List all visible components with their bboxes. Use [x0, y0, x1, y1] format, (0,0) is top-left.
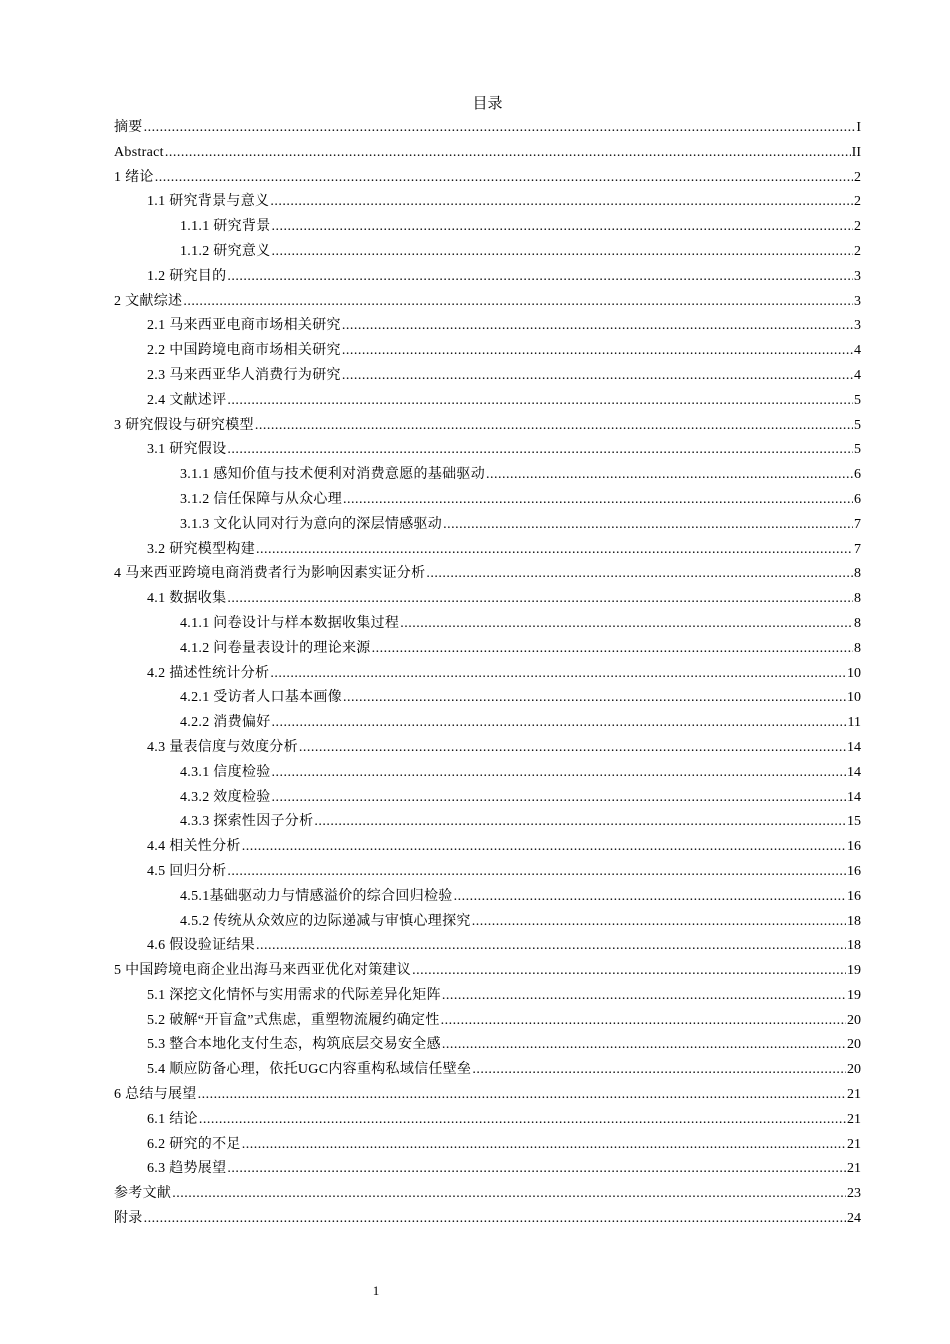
- toc-entry-chapter-6[interactable]: [114, 1083, 861, 1108]
- toc-entry-text: 5.3 整合本地化支付生态，构筑底层交易安全感: [147, 1037, 441, 1053]
- toc-entry-text: Abstract: [114, 144, 164, 160]
- toc-entry-text: 2.4 文献述评: [147, 392, 227, 408]
- toc-entry-section-2-1[interactable]: [114, 314, 861, 339]
- toc-entry-text: 1.1 研究背景与意义: [147, 194, 270, 210]
- toc-entry-section-4-3-3[interactable]: [114, 810, 861, 835]
- toc-entry-text: 附录: [114, 1211, 143, 1227]
- toc-leader: [227, 860, 846, 885]
- toc-entry-text: 4.3.1 信度检验: [180, 764, 271, 780]
- toc-entry-section-1-1-1[interactable]: [114, 215, 861, 240]
- toc-entry-page: 5: [854, 417, 861, 433]
- toc-entry-page: 6: [854, 467, 861, 483]
- toc-entry-text: 1.1.1 研究背景: [180, 219, 271, 235]
- toc-entry-text: 摘要: [114, 120, 143, 135]
- toc-entry-section-3-1-3[interactable]: [114, 513, 861, 538]
- toc-entry-section-4-2-2[interactable]: [114, 711, 861, 736]
- toc-entry-chapter-3[interactable]: [114, 414, 861, 439]
- toc-leader: [454, 885, 846, 910]
- toc-leader: [343, 686, 846, 711]
- toc-entry-abstract-en[interactable]: [114, 141, 861, 166]
- toc-leader: [314, 810, 846, 835]
- toc-entry-page: 3: [854, 268, 861, 284]
- toc-leader: [342, 339, 853, 364]
- toc-leader: [256, 538, 853, 563]
- toc-leader: [172, 1182, 846, 1207]
- toc-entry-text: 4 马来西亚跨境电商消费者行为影响因素实证分析: [114, 566, 426, 582]
- toc-entry-page: 10: [847, 690, 861, 706]
- toc-entry-text: 4.1 数据收集: [147, 591, 227, 607]
- toc-entry-chapter-5[interactable]: [114, 959, 861, 984]
- toc-entry-section-4-3-2[interactable]: [114, 786, 861, 811]
- toc-leader: [256, 934, 846, 959]
- toc-leader: [412, 959, 846, 984]
- toc-entry-text: 6.1 结论: [147, 1111, 198, 1127]
- toc-entry-text: 4.2 描述性统计分析: [147, 665, 270, 681]
- toc-entry-section-6-2[interactable]: [114, 1133, 861, 1158]
- toc-entry-page: 4: [854, 343, 861, 359]
- toc-entry-page: 2: [854, 219, 861, 235]
- toc-leader: [227, 265, 853, 290]
- toc-entry-section-5-1[interactable]: [114, 984, 861, 1009]
- toc-entry-text: 2.3 马来西亚华人消费行为研究: [147, 367, 341, 383]
- toc-entry-abstract-cn[interactable]: [114, 116, 861, 141]
- toc-leader: [272, 761, 847, 786]
- toc-leader: [342, 364, 853, 389]
- toc-leader: [486, 463, 853, 488]
- toc-entry-text: 1.2 研究目的: [147, 268, 227, 284]
- toc-entry-page: II: [851, 144, 861, 160]
- toc-entry-page: 5: [854, 442, 861, 458]
- toc-entry-text: 2 文献综述: [114, 293, 183, 309]
- toc-leader: [242, 835, 846, 860]
- toc-entry-text: 1 绪论: [114, 169, 154, 185]
- toc-entry-page: 7: [854, 516, 861, 532]
- toc-entry-text: 3 研究假设与研究模型: [114, 417, 254, 433]
- toc-leader: [272, 240, 854, 265]
- toc-entry-text: 参考文献: [114, 1186, 172, 1202]
- toc-entry-page: 20: [847, 1037, 861, 1053]
- toc-entry-text: 5.4 顺应防备心理，依托UGC内容重构私域信任壁垒: [147, 1062, 472, 1078]
- toc-leader: [426, 562, 853, 587]
- toc-leader: [144, 1207, 846, 1232]
- toc-entry-page: 8: [854, 566, 861, 582]
- toc-entry-text: 3.2 研究模型构建: [147, 541, 255, 557]
- toc-leader: [242, 1133, 846, 1158]
- toc-entry-section-5-2[interactable]: [114, 1009, 861, 1034]
- toc-entry-chapter-2[interactable]: [114, 290, 861, 315]
- toc-leader: [227, 1157, 846, 1182]
- toc-leader: [198, 1083, 846, 1108]
- toc-entry-text: 4.5.2 传统从众效应的边际递减与审慎心理探究: [180, 913, 471, 929]
- toc-entry-section-1-1-2[interactable]: [114, 240, 861, 265]
- toc-entry-section-4-3-1[interactable]: [114, 761, 861, 786]
- toc-entry-page: 4: [854, 367, 861, 383]
- toc-entry-section-3-2[interactable]: [114, 538, 861, 563]
- toc-leader: [270, 190, 853, 215]
- toc-entry-page: 5: [854, 392, 861, 408]
- toc-entry-page: 15: [847, 814, 861, 830]
- toc-entry-page: 24: [847, 1211, 861, 1227]
- toc-entry-text: 3.1 研究假设: [147, 442, 227, 458]
- toc-entry-section-6-1[interactable]: [114, 1108, 861, 1133]
- toc-entry-page: 21: [847, 1161, 861, 1177]
- toc-leader: [400, 612, 853, 637]
- toc-leader: [472, 1058, 846, 1083]
- toc-entry-section-1-1[interactable]: [114, 190, 861, 215]
- toc-entry-section-4-2-1[interactable]: [114, 686, 861, 711]
- toc-entry-page: 10: [847, 665, 861, 681]
- toc-entry-text: 2.2 中国跨境电商市场相关研究: [147, 343, 341, 359]
- toc-leader: [442, 984, 846, 1009]
- toc-entry-text: 6.3 趋势展望: [147, 1161, 227, 1177]
- toc-entry-section-4-5-2[interactable]: [114, 910, 861, 935]
- toc-entry-section-5-3[interactable]: [114, 1033, 861, 1058]
- table-of-contents: [114, 116, 861, 1232]
- toc-entry-chapter-1[interactable]: [114, 166, 861, 191]
- toc-entry-section-1-2[interactable]: [114, 265, 861, 290]
- toc-entry-text: 3.1.2 信任保障与从众心理: [180, 491, 342, 507]
- toc-leader: [272, 215, 854, 240]
- toc-entry-section-4-1-2[interactable]: [114, 637, 861, 662]
- toc-entry-page: 16: [847, 863, 861, 879]
- toc-entry-page: 19: [847, 987, 861, 1003]
- toc-leader: [183, 290, 853, 315]
- toc-entry-text: 3.1.1 感知价值与技术便利对消费意愿的基础驱动: [180, 467, 485, 483]
- toc-leader: [299, 736, 846, 761]
- toc-entry-text: 4.6 假设验证结果: [147, 938, 255, 954]
- toc-entry-page: 21: [847, 1087, 861, 1103]
- toc-entry-text: 5 中国跨境电商企业出海马来西亚优化对策建议: [114, 963, 412, 979]
- toc-entry-page: 16: [847, 839, 861, 855]
- toc-entry-text: 5.1 深挖文化情怀与实用需求的代际差异化矩阵: [147, 987, 441, 1003]
- toc-entry-section-4-3[interactable]: [114, 736, 861, 761]
- toc-entry-text: 4.3.3 探索性因子分析: [180, 814, 314, 830]
- toc-leader: [272, 711, 847, 736]
- toc-entry-section-4-2[interactable]: [114, 662, 861, 687]
- toc-entry-text: 1.1.2 研究意义: [180, 243, 271, 259]
- toc-leader: [472, 910, 846, 935]
- toc-entry-section-3-1[interactable]: [114, 438, 861, 463]
- toc-entry-text: 4.5.1基础驱动力与情感溢价的综合回归检验: [180, 888, 453, 904]
- toc-entry-section-3-1-2[interactable]: [114, 488, 861, 513]
- toc-entry-page: 8: [854, 591, 861, 607]
- toc-entry-appendix[interactable]: [114, 1207, 861, 1232]
- toc-entry-page: 14: [847, 764, 861, 780]
- toc-entry-page: 21: [847, 1136, 861, 1152]
- toc-leader: [227, 587, 853, 612]
- toc-entry-section-4-4[interactable]: [114, 835, 861, 860]
- toc-entry-text: 4.2.1 受访者人口基本画像: [180, 690, 342, 706]
- toc-leader: [441, 1009, 846, 1034]
- toc-leader: [342, 314, 853, 339]
- toc-entry-section-4-5[interactable]: [114, 860, 861, 885]
- toc-entry-text: 4.2.2 消费偏好: [180, 715, 271, 731]
- toc-entry-text: 4.3 量表信度与效度分析: [147, 739, 298, 755]
- toc-entry-chapter-4[interactable]: [114, 562, 861, 587]
- toc-entry-text: 5.2 破解“开盲盒”式焦虑，重塑物流履约确定性: [147, 1012, 440, 1028]
- toc-entry-page: 6: [854, 491, 861, 507]
- toc-entry-page: 3: [854, 318, 861, 334]
- toc-entry-page: I: [856, 120, 861, 135]
- toc-leader: [443, 513, 853, 538]
- toc-entry-text: 3.1.3 文化认同对行为意向的深层情感驱动: [180, 516, 443, 532]
- toc-leader: [272, 786, 847, 811]
- toc-leader: [270, 662, 846, 687]
- toc-leader: [165, 141, 851, 166]
- toc-entry-section-6-3[interactable]: [114, 1157, 861, 1182]
- toc-leader: [199, 1108, 846, 1133]
- toc-entry-text: 2.1 马来西亚电商市场相关研究: [147, 318, 341, 334]
- toc-entry-section-2-2[interactable]: [114, 339, 861, 364]
- toc-entry-section-4-1-1[interactable]: [114, 612, 861, 637]
- toc-entry-page: 11: [847, 715, 861, 731]
- toc-entry-text: 4.1.1 问卷设计与样本数据收集过程: [180, 615, 400, 631]
- toc-entry-page: 23: [847, 1186, 861, 1202]
- footer-page-number: 1: [372, 1283, 380, 1298]
- toc-entry-section-4-6[interactable]: [114, 934, 861, 959]
- toc-entry-page: 2: [854, 194, 861, 210]
- toc-entry-page: 18: [847, 938, 861, 954]
- toc-entry-page: 16: [847, 888, 861, 904]
- toc-entry-section-2-3[interactable]: [114, 364, 861, 389]
- toc-leader: [227, 389, 853, 414]
- toc-entry-text: 4.1.2 问卷量表设计的理论来源: [180, 640, 371, 656]
- toc-entry-text: 6 总结与展望: [114, 1087, 197, 1103]
- toc-entry-page: 19: [847, 963, 861, 979]
- toc-leader: [155, 166, 853, 191]
- toc-leader: [144, 116, 856, 141]
- toc-leader: [343, 488, 853, 513]
- toc-entry-section-4-5-1[interactable]: [114, 885, 861, 910]
- toc-entry-page: 20: [847, 1012, 861, 1028]
- toc-entry-page: 20: [847, 1062, 861, 1078]
- toc-entry-section-4-1[interactable]: [114, 587, 861, 612]
- toc-entry-page: 3: [854, 293, 861, 309]
- toc-entry-page: 18: [847, 913, 861, 929]
- toc-entry-page: 8: [854, 640, 861, 656]
- toc-entry-page: 8: [854, 615, 861, 631]
- toc-leader: [372, 637, 853, 662]
- toc-leader: [442, 1033, 846, 1058]
- toc-entry-references[interactable]: [114, 1182, 861, 1207]
- toc-entry-text: 4.3.2 效度检验: [180, 789, 271, 805]
- toc-entry-page: 14: [847, 789, 861, 805]
- toc-entry-section-2-4[interactable]: [114, 389, 861, 414]
- toc-entry-page: 14: [847, 739, 861, 755]
- toc-entry-text: 4.4 相关性分析: [147, 839, 241, 855]
- toc-entry-section-5-4[interactable]: [114, 1058, 861, 1083]
- toc-leader: [255, 414, 853, 439]
- toc-entry-page: 2: [854, 243, 861, 259]
- toc-entry-page: 7: [854, 541, 861, 557]
- toc-entry-page: 2: [854, 169, 861, 185]
- toc-entry-text: 6.2 研究的不足: [147, 1136, 241, 1152]
- toc-entry-page: 21: [847, 1111, 861, 1127]
- toc-entry-text: 4.5 回归分析: [147, 863, 227, 879]
- toc-leader: [227, 438, 853, 463]
- toc-entry-section-3-1-1[interactable]: [114, 463, 861, 488]
- toc-title: 目录: [472, 96, 503, 112]
